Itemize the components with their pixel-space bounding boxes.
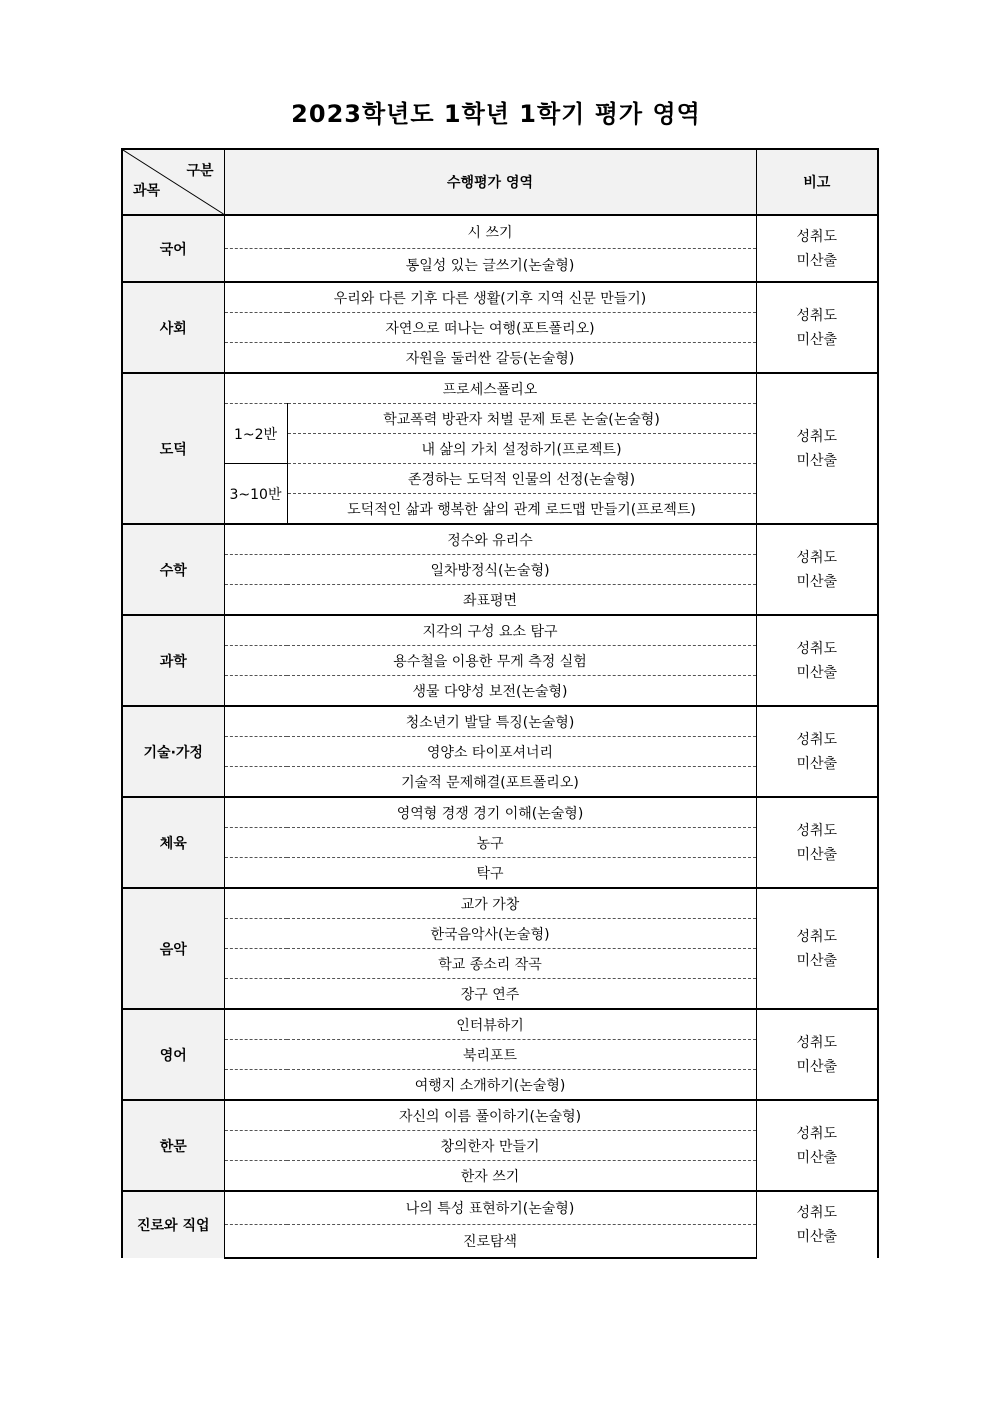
subject-cell: 음악 — [122, 888, 224, 1009]
item-cell: 한자 쓰기 — [224, 1161, 756, 1192]
subject-cell: 과학 — [122, 615, 224, 706]
note-line-1: 성취도 — [796, 731, 838, 748]
note-cell — [756, 373, 878, 524]
item-cell: 영역형 경쟁 경기 이해(논술형) — [224, 797, 756, 828]
item-cell: 프로세스폴리오 — [224, 373, 756, 404]
note-cell — [756, 524, 878, 615]
item-cell: 진로탐색 — [224, 1225, 756, 1259]
item-cell: 북리포트 — [224, 1040, 756, 1070]
item-cell: 한국음악사(논술형) — [224, 919, 756, 949]
note-line-2: 미산출 — [796, 573, 838, 590]
item-cell: 통일성 있는 글쓰기(논술형) — [224, 249, 756, 283]
item-cell: 청소년기 발달 특징(논술형) — [224, 706, 756, 737]
item-cell: 일차방정식(논술형) — [224, 555, 756, 585]
header-category-label: 구분 — [186, 163, 214, 179]
table-row — [122, 706, 878, 737]
note-line-2: 미산출 — [796, 252, 838, 269]
table-row — [122, 282, 878, 313]
item-cell: 학교폭력 방관자 처벌 문제 토론 논술(논술형) — [287, 404, 756, 434]
evaluation-table — [121, 148, 879, 1259]
note-line-2: 미산출 — [796, 1058, 838, 1075]
table-row — [122, 888, 878, 919]
table-row — [122, 1009, 878, 1040]
class-cell: 1~2반 — [224, 404, 287, 464]
note-line-2: 미산출 — [796, 952, 838, 969]
subject-cell: 국어 — [122, 215, 224, 282]
subject-cell: 기술·가정 — [122, 706, 224, 797]
subject-cell: 도덕 — [122, 373, 224, 524]
note-line-2: 미산출 — [796, 1149, 838, 1166]
item-cell: 나의 특성 표현하기(논술형) — [224, 1191, 756, 1225]
subject-cell: 진로와 직업 — [122, 1191, 224, 1258]
subject-cell: 수학 — [122, 524, 224, 615]
item-cell: 도덕적인 삶과 행복한 삶의 관계 로드맵 만들기(프로젝트) — [287, 494, 756, 525]
subject-cell: 영어 — [122, 1009, 224, 1100]
item-cell: 자원을 둘러싼 갈등(논술형) — [224, 343, 756, 374]
table-row — [122, 615, 878, 646]
note-cell — [756, 615, 878, 706]
item-cell: 용수철을 이용한 무게 측정 실험 — [224, 646, 756, 676]
item-cell: 존경하는 도덕적 인물의 선정(논술형) — [287, 464, 756, 494]
subject-cell: 체육 — [122, 797, 224, 888]
table-row — [122, 524, 878, 555]
header-corner-cell — [122, 149, 224, 215]
note-line-1: 성취도 — [796, 1205, 838, 1221]
table-row — [122, 215, 878, 249]
table-row — [122, 1191, 878, 1225]
note-line-2: 미산출 — [796, 755, 838, 772]
item-cell: 영양소 타이포셔너리 — [224, 737, 756, 767]
header-items: 수행평가 영역 — [224, 149, 756, 215]
item-cell: 인터뷰하기 — [224, 1009, 756, 1040]
header-subject-label: 과목 — [133, 183, 161, 199]
note-line-2: 미산출 — [796, 331, 838, 348]
note-line-1: 성취도 — [796, 228, 838, 245]
note-cell — [756, 1100, 878, 1191]
table-row — [122, 1100, 878, 1131]
note-cell — [756, 215, 878, 282]
item-cell: 자연으로 떠나는 여행(포트폴리오) — [224, 313, 756, 343]
note-cell — [756, 1009, 878, 1100]
note-cell — [756, 797, 878, 888]
note-line-1: 성취도 — [796, 928, 838, 945]
subject-cell: 한문 — [122, 1100, 224, 1191]
item-cell: 좌표평면 — [224, 585, 756, 616]
note-line-2: 미산출 — [796, 664, 838, 681]
item-cell: 장구 연주 — [224, 979, 756, 1010]
item-cell: 자신의 이름 풀이하기(논술형) — [224, 1100, 756, 1131]
note-line-2: 미산출 — [796, 1229, 838, 1245]
item-cell: 탁구 — [224, 858, 756, 889]
item-cell: 기술적 문제해결(포트폴리오) — [224, 767, 756, 798]
note-line-1: 성취도 — [796, 307, 838, 324]
item-cell: 정수와 유리수 — [224, 524, 756, 555]
note-line-1: 성취도 — [796, 428, 838, 445]
table-row — [122, 797, 878, 828]
item-cell: 내 삶의 가치 설정하기(프로젝트) — [287, 434, 756, 464]
note-cell — [756, 1191, 878, 1258]
note-cell — [756, 888, 878, 1009]
item-cell: 농구 — [224, 828, 756, 858]
item-cell: 창의한자 만들기 — [224, 1131, 756, 1161]
note-line-2: 미산출 — [796, 846, 838, 863]
table-row — [122, 373, 878, 404]
note-line-1: 성취도 — [796, 640, 838, 657]
note-line-1: 성취도 — [796, 822, 838, 839]
subject-cell: 사회 — [122, 282, 224, 373]
item-cell: 생물 다양성 보전(논술형) — [224, 676, 756, 707]
item-cell: 학교 종소리 작곡 — [224, 949, 756, 979]
header-note: 비고 — [756, 149, 878, 215]
note-line-1: 성취도 — [796, 1125, 838, 1142]
header-row — [122, 149, 878, 215]
class-cell: 3~10반 — [224, 464, 287, 525]
item-cell: 우리와 다른 기후 다른 생활(기후 지역 신문 만들기) — [224, 282, 756, 313]
note-line-2: 미산출 — [796, 452, 838, 469]
note-cell — [756, 706, 878, 797]
item-cell: 교가 가창 — [224, 888, 756, 919]
page-title: 2023학년도 1학년 1학기 평가 영역 — [291, 100, 701, 128]
note-line-1: 성취도 — [796, 549, 838, 566]
note-line-1: 성취도 — [796, 1034, 838, 1051]
note-cell — [756, 282, 878, 373]
item-cell: 여행지 소개하기(논술형) — [224, 1070, 756, 1101]
item-cell: 시 쓰기 — [224, 215, 756, 249]
item-cell: 지각의 구성 요소 탐구 — [224, 615, 756, 646]
